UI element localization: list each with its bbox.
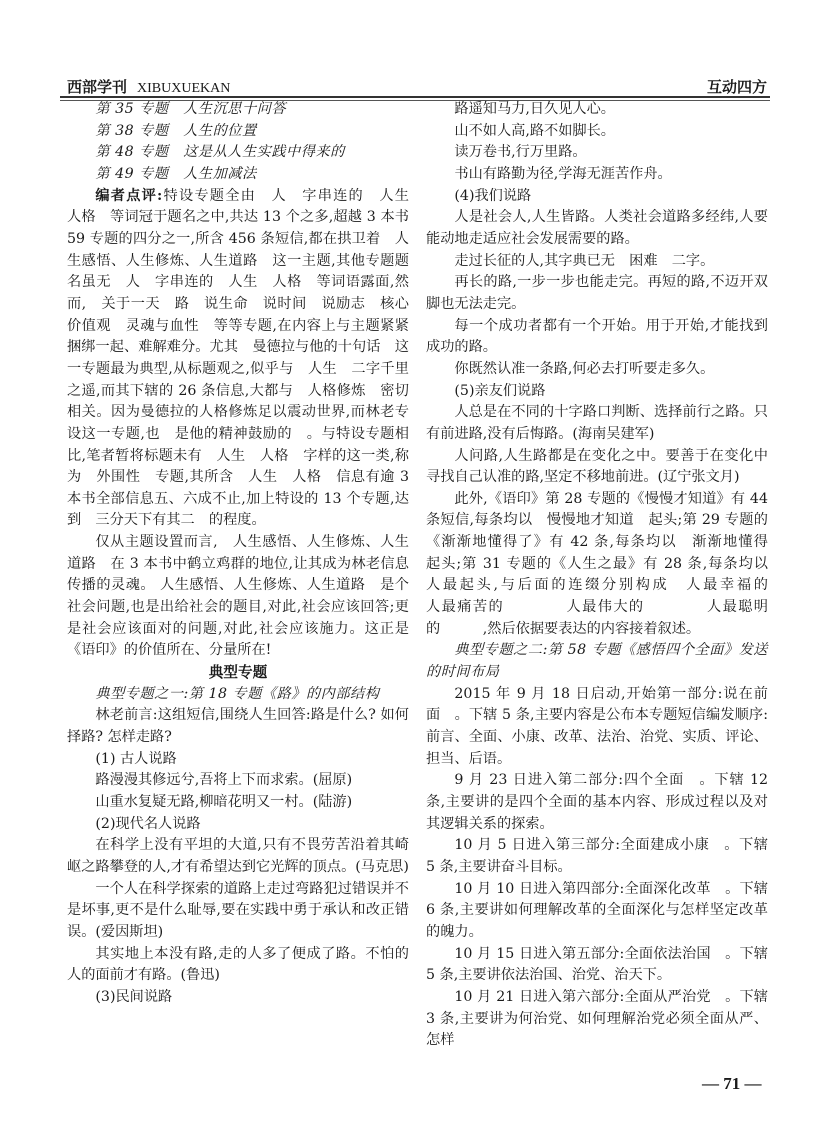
paragraph: 人是社会人,人生皆路。人类社会道路多经纬,人要能动地走适应社会发展需要的路。 (426, 209, 768, 247)
subheading: 典型专题之二:第 58 专题《感悟四个全面》发送的时间布局 (426, 642, 768, 681)
editor-comment-paragraph (67, 186, 424, 533)
paragraph: (1) 古人说路 (95, 750, 177, 767)
paragraph: 林老前言:这组短信,围绕人生回答:路是什么? 如何择路? 怎样走路? (67, 707, 409, 746)
left-column (67, 99, 424, 1009)
subheading: 第 48 专题 这是从人生实践中得来的 (95, 144, 345, 161)
magazine-name-en: XIBUXUEKAN (137, 81, 231, 96)
header-rule (60, 96, 770, 98)
editor-comment-label: 编者点评: (95, 187, 163, 204)
right-column (426, 99, 825, 1052)
paragraph: 人问路,人生路都是在变化之中。要善于在变化中寻找自己认准的路,坚定不移地前进。(辽宁张文月) (426, 447, 768, 486)
paragraph: (2)现代名人说路 (95, 815, 201, 832)
paragraph: 其实地上本没有路,走的人多了便成了路。不怕的人的面前才有路。(鲁迅) (67, 945, 409, 984)
paragraph: 你既然认准一条路,何必去打听要走多久。 (454, 360, 715, 377)
magazine-name: 西部学刊 (67, 78, 128, 96)
paragraph: 9 月 23 日进入第二部分:四个全面 。下辖 12 条,主要讲的是四个全面的基本内容、形成过程以及对其逻辑关系的探索。 (426, 772, 768, 832)
paragraph: 此外,《语印》第 28 专题的《慢慢才知道》有 44 条短信,每条均以 慢慢地才知道 起头;第 29 专题的《渐渐地懂得了》有 42 条,每条均以 渐渐地懂得 起头;第 31 专题的《人生之最》有 28 条,每条均以 人最起头,与后面的连缀分别构成 人最幸福的 人最痛苦的 人最伟大的 人最聪明的 ,然后依据要表达的内容接着叙述。 (426, 490, 825, 637)
editor-comment-text: 特设专题全由 人 字串连的 人生 人格 等词冠于题名之中,共达 13 个之多,超越 3 本书 59 专题的四分之一,所含 456 条短信,都在拱卫着 人生感悟、人生修炼、人生道路 这一主题,其他专题题名虽无 人 字串连的 人生 人格 等词语露面,然而, 关于一天 路 说生命 说时间 说励志 核心价值观 灵魂与血性 等等专题,在内容上与主题紧紧捆绑一起、难解难分。尤其 曼德拉与他的十句话 这一专题最为典型,从标题观之,似乎与 人生 二字千里之遥,而其下辖的 26 条信息,大都与 人格修炼 密切相关。因为曼德拉的人格修炼足以震动世界,而林老专设这一专题,也 是他的精神鼓励的 。与特设专题相比,笔者暂将标题未有 人生 人格 字样的这一类,称为 外围性 专题,其所含 人生 人格 信息有逾 3 本书全部信息五、六成不止,加上特设的 13 个专题,达到 三分天下有其二 的程度。 (67, 187, 424, 529)
paragraph: 10 月 5 日进入第三部分:全面建成小康 。下辖 5 条,主要讲奋斗目标。 (426, 837, 768, 875)
paragraph: (3)民间说路 (95, 988, 173, 1005)
section-heading: 典型专题 (208, 664, 268, 682)
paragraph: 路遥知马力,日久见人心。 (454, 101, 615, 117)
paragraph: 山重水复疑无路,柳暗花明又一村。(陆游) (95, 794, 353, 810)
subheading: 第 49 专题 人生加减法 (95, 165, 257, 182)
subheading: 典型专题之一:第 18 专题《路》的内部结构 (95, 685, 380, 702)
paragraph: 再长的路,一步一步也能走完。再短的路,不迈开双脚也无法走完。 (426, 274, 768, 312)
paragraph: 10 月 21 日进入第六部分:全面从严治党 。下辖 3 条,主要讲为何治党、如何理解治党必须全面从严、怎样 (426, 988, 768, 1049)
paragraph: 10 月 15 日进入第五部分:全面依法治国 。下辖 5 条,主要讲依法治国、治党、治天下。 (426, 945, 768, 984)
paragraph: 仅从主题设置而言, 人生感悟、人生修炼、人生道路 在 3 本书中鹤立鸡群的地位,让其成为林老信息传播的灵魂。 人生感悟、人生修炼、人生道路 是个社会问题,也是出给社会的题目,对此,社会应该回答;更是社会应该面对的问题,对此,社会应该施力。这正是《语印》的价值所在、分量所在! (67, 534, 409, 659)
paragraph: (4)我们说路 (454, 187, 532, 204)
paragraph: 在科学上没有平坦的大道,只有不畏劳苦沿着其崎岖之路攀登的人,才有希望达到它光辉的顶点。(马克思) (67, 837, 409, 875)
paragraph: 2015 年 9 月 18 日启动,开始第一部分:说在前面 。下辖 5 条,主要内容是公布本专题短信编发顺序:前言、全面、小康、改革、法治、治党、实质、评论、担当、后语。 (426, 685, 768, 767)
section-title: 互动四方 (706, 78, 767, 96)
paragraph: 一个人在科学探索的道路上走过弯路犯过错误并不是坏事,更不是什么耻辱,要在实践中勇于承认和改正错误。(爱因斯坦) (67, 880, 409, 940)
paragraph: 每一个成功者都有一个开始。用于开始,才能找到成功的路。 (426, 317, 768, 356)
paragraph: 10 月 10 日进入第四部分:全面深化改革 。下辖 6 条,主要讲如何理解改革的全面深化与怎样坚定改革的魄力。 (426, 880, 768, 940)
running-header-left (67, 76, 230, 97)
paragraph: 人总是在不同的十字路口判断、选择前行之路。只有前进路,没有后悔路。(海南吴建军) (426, 404, 768, 442)
paragraph: (5)亲友们说路 (454, 382, 546, 399)
paragraph: 书山有路勤为径,学海无涯苦作舟。 (454, 165, 672, 182)
page-number: — 71 — (702, 1074, 762, 1093)
subheading: 第 38 专题 人生的位置 (95, 122, 257, 139)
paragraph: 读万卷书,行万里路。 (454, 144, 587, 161)
subheading: 第 35 专题 人生沉思十问答 (95, 101, 287, 117)
paragraph: 路漫漫其修远兮,吾将上下而求索。(屈原) (95, 772, 353, 789)
paragraph: 走过长征的人,其字典已无 困难 二字。 (454, 252, 715, 269)
paragraph: 山不如人高,路不如脚长。 (454, 122, 615, 139)
